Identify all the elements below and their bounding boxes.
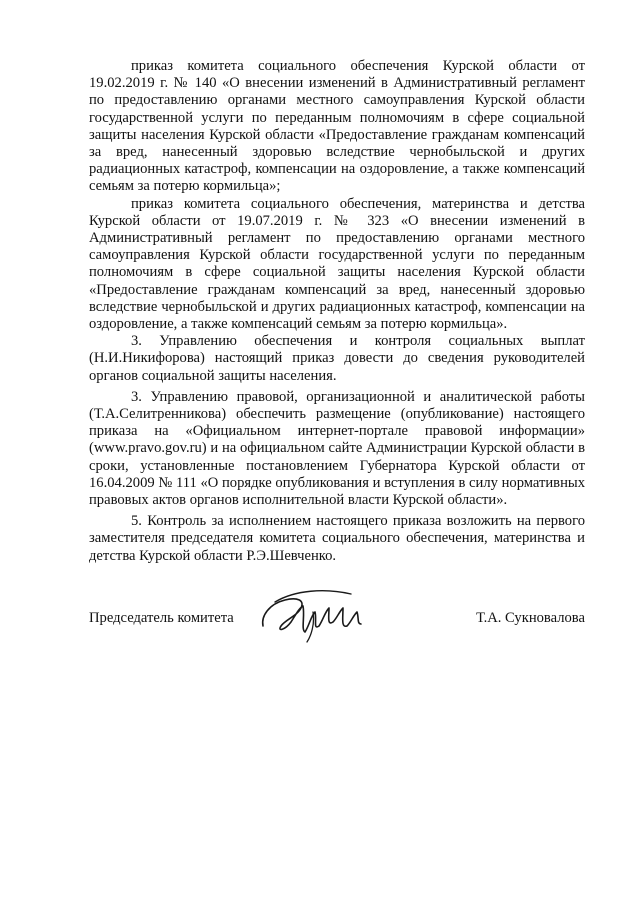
paragraph-order-140: приказ комитета социального обеспечения Курской области от 19.02.2019 г. № 140 «О внесении изменений в Административный регламент по предоставлению органами местного самоуправления Курской области государственной услуги по переданным полномочиям в сфере социальной защиты населения Курской области «Предоставление гражданам компенсаций за вред, нанесенный здоровью вследствие чернобыльской и других радиационных катастроф, компенсации на оздоровление, а также компенсаций семьям за потерю кормильца»; — [89, 58, 585, 195]
paragraph-order-323: приказ комитета социального обеспечения, материнства и детства Курской области от 19.07.2019 г. № 323 «О внесении изменений в Административный регламент по предоставлению органами местного самоуправления Курской области государственной услуги по переданным полномочиям в сфере социальной защиты населения Курской области «Предоставление гражданам компенсаций за вред, нанесенный здоровью вследствие чернобыльской и других радиационных катастроф, компенсации на оздоровление, а также компенсаций семьям за потерю кормильца». — [89, 195, 585, 333]
signature-block — [89, 590, 585, 650]
paragraph-item-3-payments: 3. Управлению обеспечения и контроля социальных выплат (Н.И.Никифорова) настоящий приказ довести до сведения руководителей органов социальной защиты населения. — [89, 333, 585, 384]
signatory-title: Председатель комитета — [89, 610, 234, 626]
paragraph-item-5-control: 5. Контроль за исполнением настоящего приказа возложить на первого заместителя председателя комитета социального обеспечения, материнства и детства Курской области Р.Э.Шевченко. — [89, 513, 585, 564]
paragraph-item-3-publication: 3. Управлению правовой, организационной и аналитической работы (Т.А.Селитренникова) обеспечить размещение (опубликование) настоящего приказа на «Официальном интернет-портале правовой информации» (www.pravo.gov.ru) и на официальном сайте Администрации Курской области в сроки, установленные постановлением Губернатора Курской области от 16.04.2009 № 111 «О порядке опубликования и вступления в силу нормативных правовых актов органов исполнительной власти Курской области». — [89, 388, 585, 509]
handwritten-signature-icon — [255, 586, 375, 646]
document-body — [89, 58, 585, 565]
signatory-name: Т.А. Сукновалова — [476, 610, 585, 626]
